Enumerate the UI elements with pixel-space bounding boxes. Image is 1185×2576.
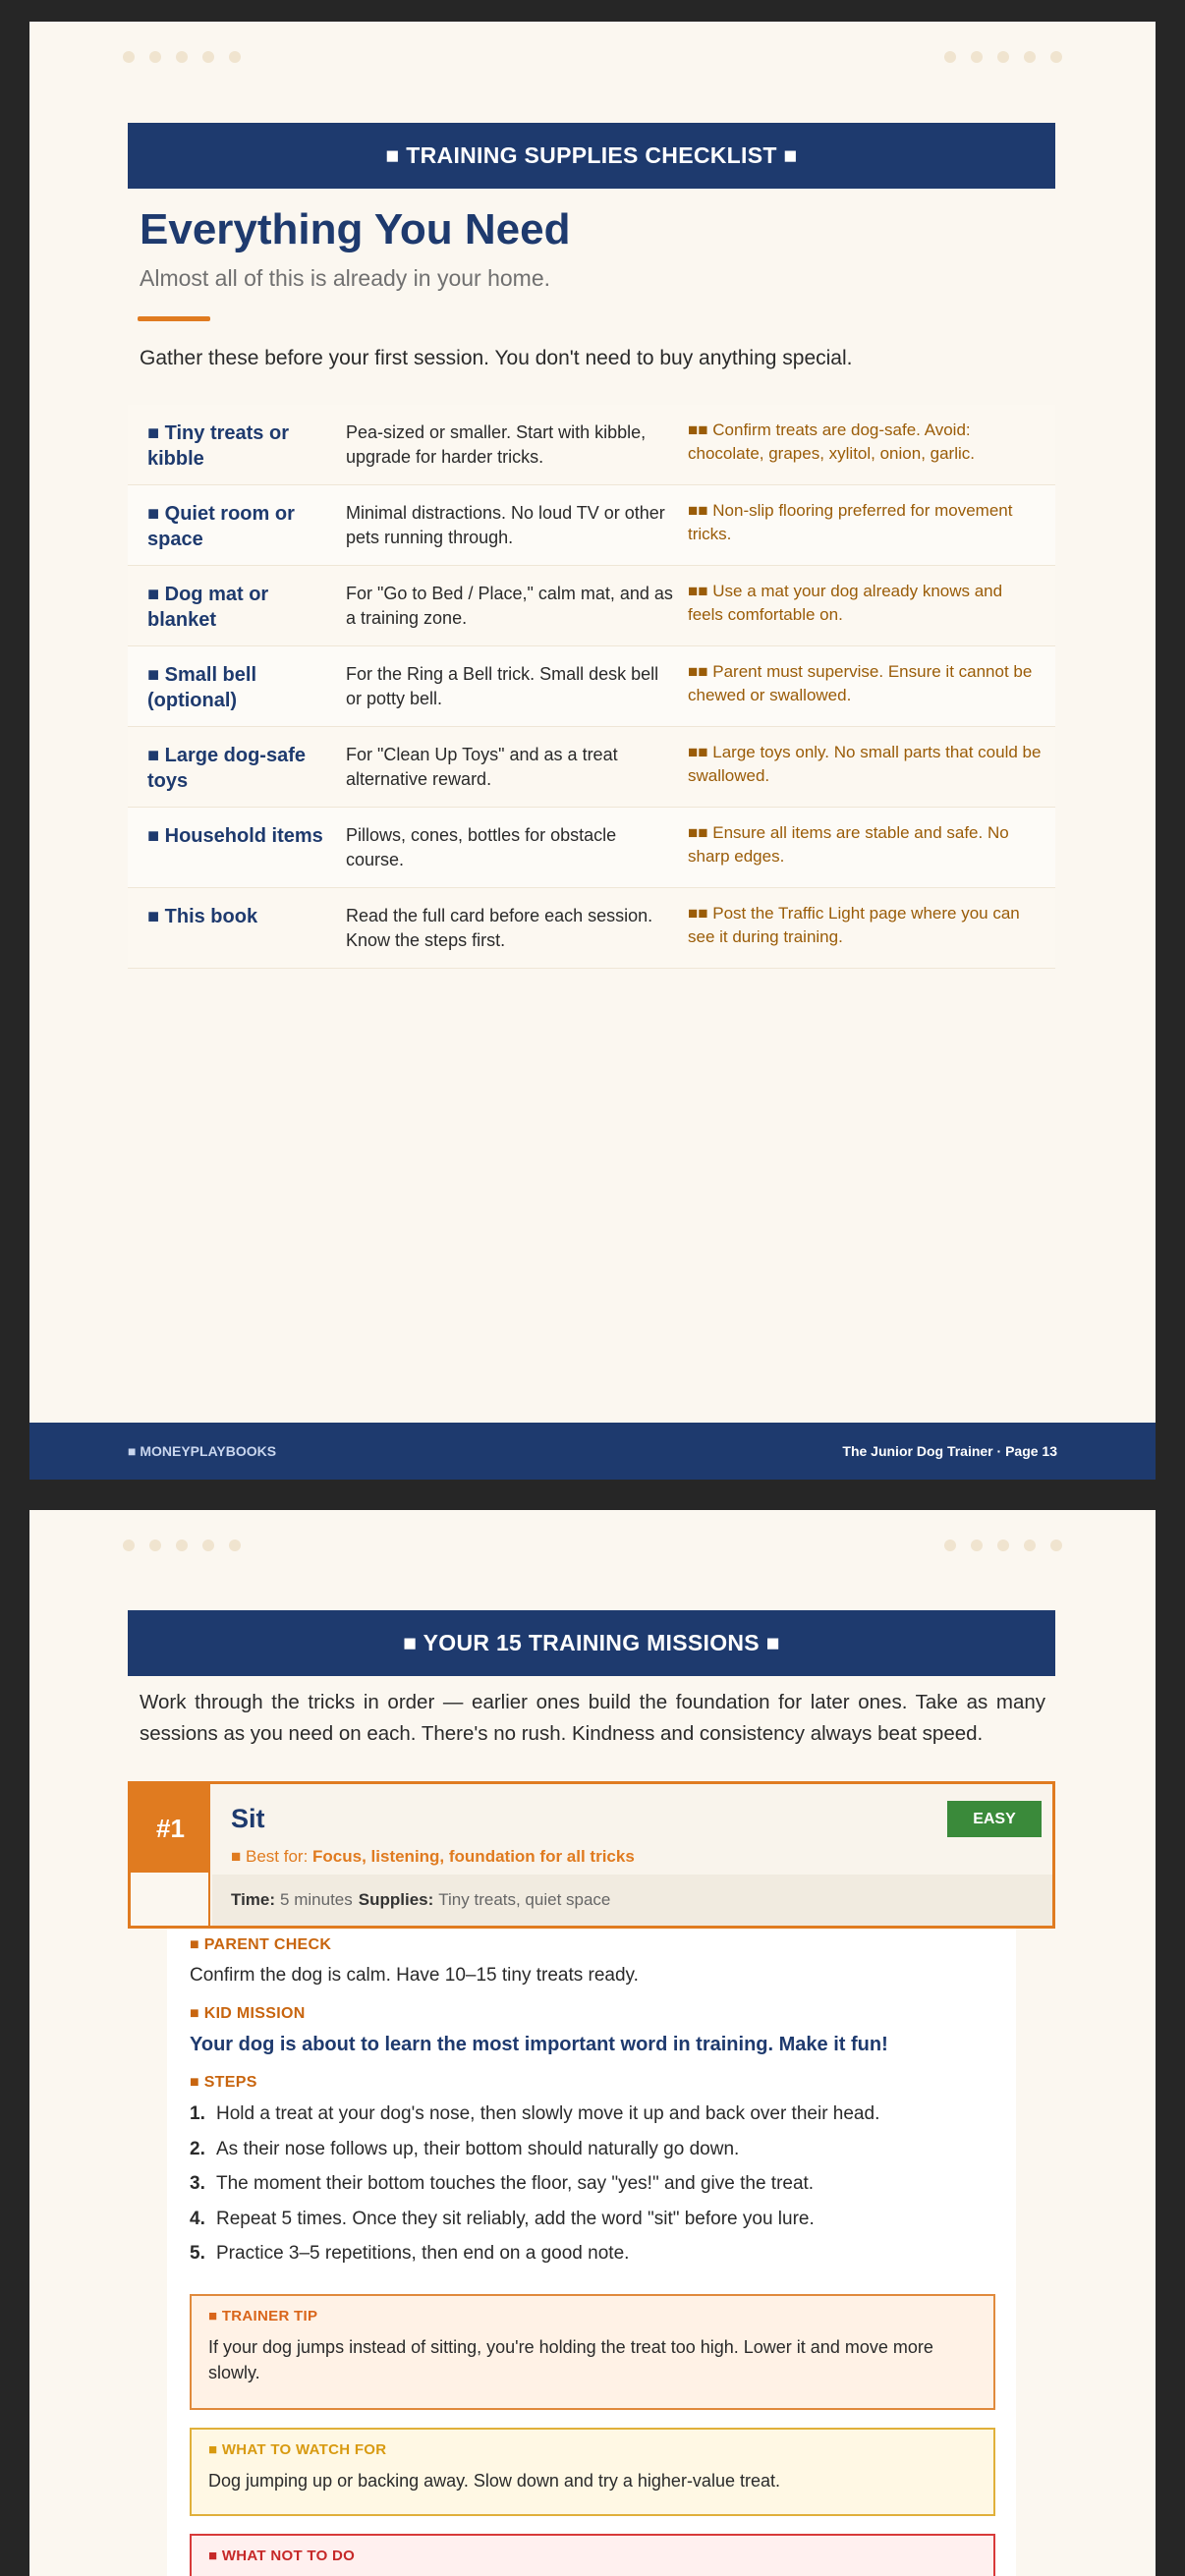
intro-text: Work through the tricks in order — earlier ones build the foundation for later ones. Take as many sessions as you need on each. There's no rush. Kindness and consistency always beat speed. bbox=[140, 1691, 1045, 1745]
supply-item: ■ This book bbox=[147, 906, 258, 927]
supply-description: For the Ring a Bell trick. Small desk bell or potty bell. bbox=[346, 664, 659, 708]
mission-number-spacer bbox=[131, 1873, 210, 1926]
kid-mission-label: ■ KID MISSION bbox=[190, 2005, 306, 2022]
step-number: 2. bbox=[190, 2138, 205, 2159]
footer-page-number: The Junior Dog Trainer · Page 13 bbox=[842, 1443, 1057, 1459]
what-not-to-do-label: ■ WHAT NOT TO DO bbox=[208, 2548, 356, 2564]
list-item bbox=[190, 2139, 995, 2174]
supplies-label: Supplies: bbox=[358, 1890, 434, 1909]
supply-item: ■ Household items bbox=[147, 825, 323, 847]
list-item bbox=[190, 2209, 995, 2244]
page-footer bbox=[29, 1423, 1156, 1480]
list-item bbox=[190, 2173, 995, 2209]
time-label: Time: bbox=[231, 1890, 276, 1909]
table-row bbox=[128, 646, 1055, 727]
section-banner: ■ TRAINING SUPPLIES CHECKLIST ■ bbox=[128, 123, 1055, 189]
decorative-dots-left bbox=[123, 1540, 241, 1551]
supply-safety-note: ■■ Use a mat your dog already knows and feels comfortable on. bbox=[688, 582, 1003, 624]
list-item bbox=[190, 2103, 995, 2139]
mission-header bbox=[128, 1781, 1055, 1929]
mission-meta bbox=[212, 1875, 1052, 1926]
supply-item: ■ Tiny treats or kibble bbox=[147, 422, 289, 470]
table-row bbox=[128, 405, 1055, 485]
steps-label: ■ STEPS bbox=[190, 2074, 257, 2091]
accent-divider bbox=[138, 316, 210, 321]
table-row bbox=[128, 808, 1055, 888]
supply-description: Minimal distractions. No loud TV or other pets running through. bbox=[346, 503, 665, 547]
watch-for-text: Dog jumping up or backing away. Slow down and try a higher-value treat. bbox=[208, 2471, 780, 2491]
table-row bbox=[128, 566, 1055, 646]
decorative-dots-left bbox=[123, 51, 241, 63]
table-row bbox=[128, 727, 1055, 808]
page-14 bbox=[29, 1510, 1156, 2576]
supply-item: ■ Small bell (optional) bbox=[147, 664, 257, 711]
supply-description: Read the full card before each session. Know the steps first. bbox=[346, 906, 653, 950]
page-title: Everything You Need bbox=[140, 205, 571, 253]
time-value: 5 minutes bbox=[280, 1890, 353, 1909]
supplies-table bbox=[128, 405, 1055, 969]
kid-mission-text: Your dog is about to learn the most important word in training. Make it fun! bbox=[190, 2034, 888, 2055]
trainer-tip-label: ■ TRAINER TIP bbox=[208, 2308, 318, 2324]
supplies-value: Tiny treats, quiet space bbox=[438, 1890, 611, 1909]
footer-brand: ■ MONEYPLAYBOOKS bbox=[128, 1443, 277, 1459]
table-row bbox=[128, 485, 1055, 566]
supply-safety-note: ■■ Ensure all items are stable and safe. No sharp edges. bbox=[688, 823, 1009, 866]
mission-card bbox=[167, 1929, 1016, 2576]
difficulty-badge: EASY bbox=[947, 1801, 1042, 1837]
step-text: Practice 3–5 repetitions, then end on a good note. bbox=[216, 2243, 630, 2264]
list-item bbox=[190, 2243, 995, 2278]
best-for bbox=[231, 1847, 635, 1867]
supply-safety-note: ■■ Large toys only. No small parts that could be swallowed. bbox=[688, 743, 1042, 785]
supply-item: ■ Dog mat or blanket bbox=[147, 584, 269, 631]
parent-check-label: ■ PARENT CHECK bbox=[190, 1936, 332, 1953]
supply-item: ■ Large dog-safe toys bbox=[147, 745, 306, 792]
step-number: 1. bbox=[190, 2103, 205, 2124]
step-number: 4. bbox=[190, 2208, 205, 2229]
trainer-tip-text: If your dog jumps instead of sitting, you're holding the treat too high. Lower it and move more slowly. bbox=[208, 2337, 933, 2382]
decorative-dots-right bbox=[944, 1540, 1062, 1551]
mission-number: #1 bbox=[131, 1784, 210, 1873]
steps-list bbox=[190, 2103, 995, 2278]
supply-description: Pea-sized or smaller. Start with kibble, upgrade for harder tricks. bbox=[346, 422, 647, 467]
step-text: As their nose follows up, their bottom should naturally go down. bbox=[216, 2138, 740, 2159]
best-for-label: ■ Best for: bbox=[231, 1847, 313, 1866]
watch-for-box bbox=[190, 2428, 995, 2516]
supply-description: For "Clean Up Toys" and as a treat alternative reward. bbox=[346, 745, 618, 789]
step-text: Repeat 5 times. Once they sit reliably, add the word "sit" before you lure. bbox=[216, 2208, 815, 2229]
supply-safety-note: ■■ Confirm treats are dog-safe. Avoid: chocolate, grapes, xylitol, onion, garlic. bbox=[688, 420, 975, 463]
watch-for-label: ■ WHAT TO WATCH FOR bbox=[208, 2441, 387, 2458]
supply-item: ■ Quiet room or space bbox=[147, 503, 295, 550]
what-not-to-do-box bbox=[190, 2534, 995, 2576]
supply-description: Pillows, cones, bottles for obstacle course. bbox=[346, 825, 617, 869]
trainer-tip-box bbox=[190, 2294, 995, 2410]
best-for-value: Focus, listening, foundation for all tricks bbox=[312, 1847, 635, 1866]
step-number: 3. bbox=[190, 2173, 205, 2194]
table-row bbox=[128, 888, 1055, 969]
step-number: 5. bbox=[190, 2243, 205, 2264]
supply-safety-note: ■■ Post the Traffic Light page where you can see it during training. bbox=[688, 904, 1020, 946]
intro-text: Gather these before your first session. You don't need to buy anything special. bbox=[140, 347, 853, 369]
step-text: The moment their bottom touches the floor, say "yes!" and give the treat. bbox=[216, 2173, 815, 2194]
decorative-dots-right bbox=[944, 51, 1062, 63]
step-text: Hold a treat at your dog's nose, then slowly move it up and back over their head. bbox=[216, 2103, 880, 2124]
supply-safety-note: ■■ Parent must supervise. Ensure it cannot be chewed or swallowed. bbox=[688, 662, 1033, 704]
page-13 bbox=[29, 22, 1156, 1480]
page-subtitle: Almost all of this is already in your home. bbox=[140, 265, 551, 291]
supply-description: For "Go to Bed / Place," calm mat, and as a training zone. bbox=[346, 584, 673, 628]
section-banner: ■ YOUR 15 TRAINING MISSIONS ■ bbox=[128, 1610, 1055, 1676]
parent-check-text: Confirm the dog is calm. Have 10–15 tiny treats ready. bbox=[190, 1965, 639, 1986]
supply-safety-note: ■■ Non-slip flooring preferred for movement tricks. bbox=[688, 501, 1013, 543]
mission-title: Sit bbox=[231, 1804, 265, 1833]
